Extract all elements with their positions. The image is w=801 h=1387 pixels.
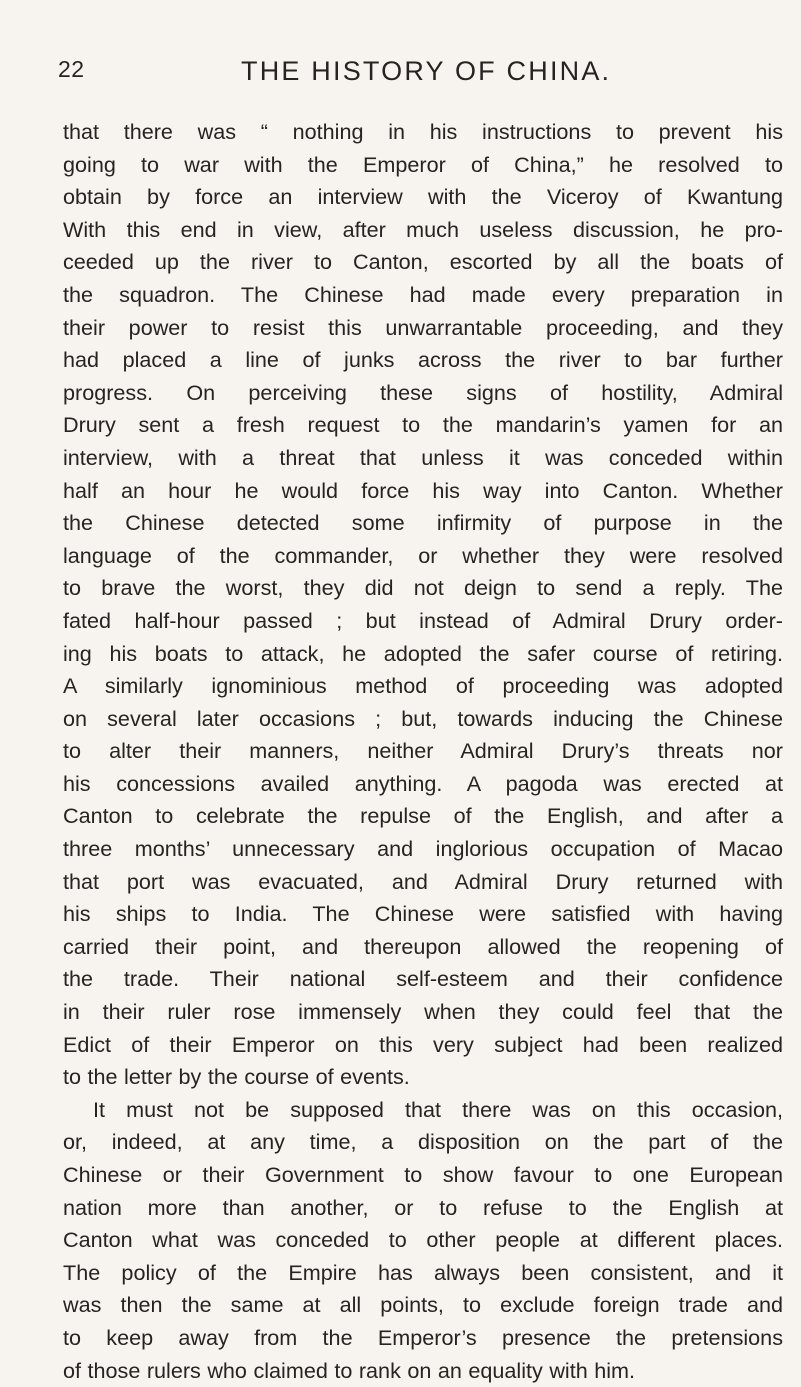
page-number: 22 (58, 56, 85, 82)
text-line: progress. On perceiving these signs of hostility, Admiral (63, 379, 783, 405)
text-line: to alter their manners, neither Admiral Drury’s threats nor (63, 738, 783, 764)
text-line: had placed a line of junks across the river to bar further (63, 347, 783, 373)
text-line: A similarly ignominious method of proceeding was adopted (63, 673, 783, 699)
text-line: obtain by force an interview with the Viceroy of Kwantung (63, 184, 783, 210)
text-line: or, indeed, at any time, a disposition on the part of the (63, 1129, 783, 1155)
text-line: The policy of the Empire has always been consistent, and it (63, 1259, 783, 1285)
text-line: Canton what was conceded to other people at different places. (63, 1227, 783, 1253)
running-head: THE HISTORY OF CHINA. (241, 56, 612, 86)
text-line: ceeded up the river to Canton, escorted by all the boats of (63, 249, 783, 275)
paragraph-1 (63, 116, 783, 1094)
text-line: interview, with a threat that unless it was conceded within (63, 444, 783, 470)
text-line: half an hour he would force his way into Canton. Whether (63, 477, 783, 503)
text-line: Drury sent a fresh request to the mandarin’s yamen for an (63, 412, 783, 438)
text-line: carried their point, and thereupon allowed the reopening of (63, 933, 783, 959)
text-line: language of the commander, or whether they were resolved (63, 542, 783, 568)
text-line: his ships to India. The Chinese were satisfied with having (63, 901, 783, 927)
text-line: to keep away from the Emperor’s presence the pretensions (63, 1324, 783, 1350)
text-line: Canton to celebrate the repulse of the English, and after a (63, 803, 783, 829)
text-line: fated half-hour passed ; but instead of Admiral Drury order- (63, 607, 783, 633)
body-text (63, 116, 783, 1387)
text-line: nation more than another, or to refuse to the English at (63, 1194, 783, 1220)
text-line: three months’ unnecessary and inglorious occupation of Macao (63, 836, 783, 862)
text-line: the trade. Their national self-esteem and their confidence (63, 966, 783, 992)
text-line: to brave the worst, they did not deign to send a reply. The (63, 575, 783, 601)
text-line: going to war with the Emperor of China,” he resolved to (63, 151, 783, 177)
text-line: It must not be supposed that there was on this occasion, (93, 1096, 783, 1122)
text-line: his concessions availed anything. A pagoda was erected at (63, 770, 783, 796)
text-line: their power to resist this unwarrantable proceeding, and they (63, 314, 783, 340)
text-line: that there was “ nothing in his instructions to prevent his (63, 119, 783, 144)
text-line: was then the same at all points, to exclude foreign trade and (63, 1292, 783, 1318)
text-line: With this end in view, after much useless discussion, he pro- (63, 216, 783, 242)
text-line: Chinese or their Government to show favour to one European (63, 1162, 783, 1187)
text-line: ing his boats to attack, he adopted the safer course of retiring. (63, 640, 783, 666)
text-line: on several later occasions ; but, towards inducing the Chinese (63, 705, 783, 731)
text-line: Edict of their Emperor on this very subject had been realized (63, 1031, 783, 1057)
text-line: the Chinese detected some infirmity of purpose in the (63, 510, 783, 536)
paragraph-2 (63, 1094, 783, 1387)
text-line: of those rulers who claimed to rank on an equality with him. (63, 1357, 636, 1383)
text-line: to the letter by the course of events. (63, 1064, 410, 1090)
text-line: the squadron. The Chinese had made every preparation in (63, 281, 783, 307)
text-line: in their ruler rose immensely when they could feel that the (63, 999, 783, 1025)
text-line: that port was evacuated, and Admiral Drury returned with (63, 868, 783, 894)
page-header (58, 56, 761, 96)
